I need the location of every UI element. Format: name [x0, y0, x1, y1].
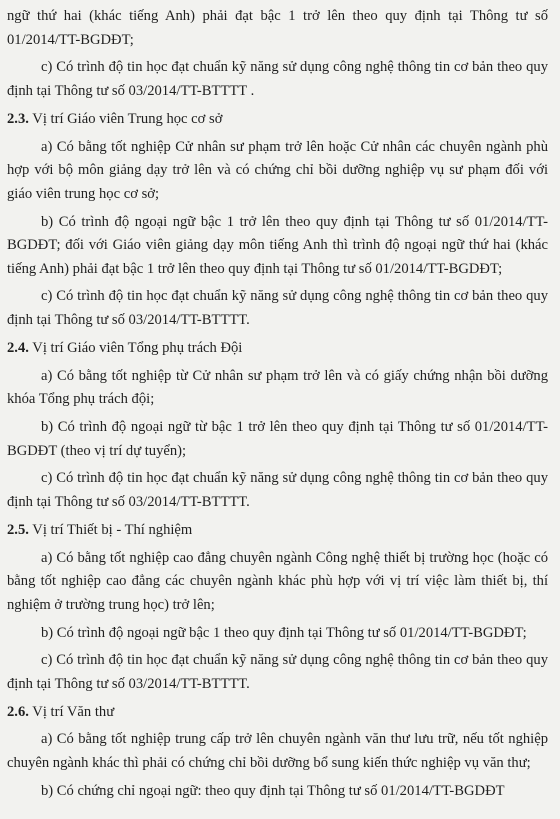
section-2-3-item-b: b) Có trình độ ngoại ngữ bậc 1 trở lên theo quy định tại Thông tư số 01/2014/TT-BGDĐT; đối với Giáo viên giảng dạy môn tiếng Anh thì trình độ ngoại ngữ thứ hai (khác tiếng Anh) phải đạt bậc 1 trở lên theo quy định tại Thông tư số 01/2014/TT-BGDĐT;	[7, 213, 548, 277]
section-number: 2.3.	[7, 110, 29, 127]
section-title: Vị trí Thiết bị - Thí nghiệm	[32, 521, 193, 538]
section-2-3-item-a: a) Có bằng tốt nghiệp Cử nhân sư phạm trở lên hoặc Cử nhân các chuyên ngành phù hợp với bộ môn giảng dạy trở lên và có chứng chỉ bồi dưỡng nghiệp vụ sư phạm đối với giáo viên trung học cơ sở;	[7, 138, 548, 202]
section-heading-2-4	[7, 337, 548, 361]
section-title: Vị trí Văn thư	[32, 703, 115, 720]
section-number: 2.6.	[7, 703, 29, 720]
item-c-it-standard: c) Có trình độ tin học đạt chuẩn kỹ năng sử dụng công nghệ thông tin cơ bản theo quy định tại Thông tư số 03/2014/TT-BTTTT .	[7, 59, 548, 99]
section-heading-2-6	[7, 701, 548, 725]
section-heading-2-3	[7, 108, 548, 132]
section-heading-2-5	[7, 519, 548, 543]
section-number: 2.4.	[7, 339, 29, 356]
section-2-3-item-c: c) Có trình độ tin học đạt chuẩn kỹ năng sử dụng công nghệ thông tin cơ bản theo quy định tại Thông tư số 03/2014/TT-BTTTT.	[7, 288, 548, 329]
continued-paragraph: ngữ thứ hai (khác tiếng Anh) phải đạt bậc 1 trở lên theo quy định tại Thông tư số 01/2014/TT-BGDĐT;	[7, 8, 548, 48]
section-2-4-item-b: b) Có trình độ ngoại ngữ từ bậc 1 trở lên theo quy định tại Thông tư số 01/2014/TT-BGDĐT (theo vị trí dự tuyển);	[7, 419, 548, 459]
section-2-5-item-c: c) Có trình độ tin học đạt chuẩn kỹ năng sử dụng công nghệ thông tin cơ bản theo quy định tại Thông tư số 03/2014/TT-BTTTT.	[7, 652, 548, 692]
section-2-5-item-b: b) Có trình độ ngoại ngữ bậc 1 theo quy định tại Thông tư số 01/2014/TT-BGDĐT;	[41, 624, 527, 641]
section-title: Vị trí Giáo viên Trung học cơ sở	[32, 110, 223, 127]
section-number: 2.5.	[7, 521, 29, 538]
section-2-4-item-a: a) Có bằng tốt nghiệp từ Cử nhân sư phạm trở lên và có giấy chứng nhận bồi dưỡng khóa Tổng phụ trách đội;	[7, 367, 548, 408]
section-2-6-item-b: b) Có chứng chỉ ngoại ngữ: theo quy định tại Thông tư số 01/2014/TT-BGDĐT	[41, 782, 505, 799]
section-2-6-item-a: a) Có bằng tốt nghiệp trung cấp trở lên chuyên ngành văn thư lưu trữ, nếu tốt nghiệp chuyên ngành khác thì phải có chứng chỉ bồi dưỡng bổ sung kiến thức nghiệp vụ văn thư;	[7, 731, 548, 772]
section-2-4-item-c: c) Có trình độ tin học đạt chuẩn kỹ năng sử dụng công nghệ thông tin cơ bản theo quy định tại Thông tư số 03/2014/TT-BTTTT.	[7, 470, 548, 510]
section-title: Vị trí Giáo viên Tổng phụ trách Đội	[32, 339, 243, 356]
section-2-5-item-a: a) Có bằng tốt nghiệp cao đẳng chuyên ngành Công nghệ thiết bị trường học (hoặc có bằng tốt nghiệp cao đẳng các chuyên ngành khác phù hợp với vị trí việc làm thiết bị, thí nghiệm ở trường trung học) trở lên;	[7, 549, 548, 613]
